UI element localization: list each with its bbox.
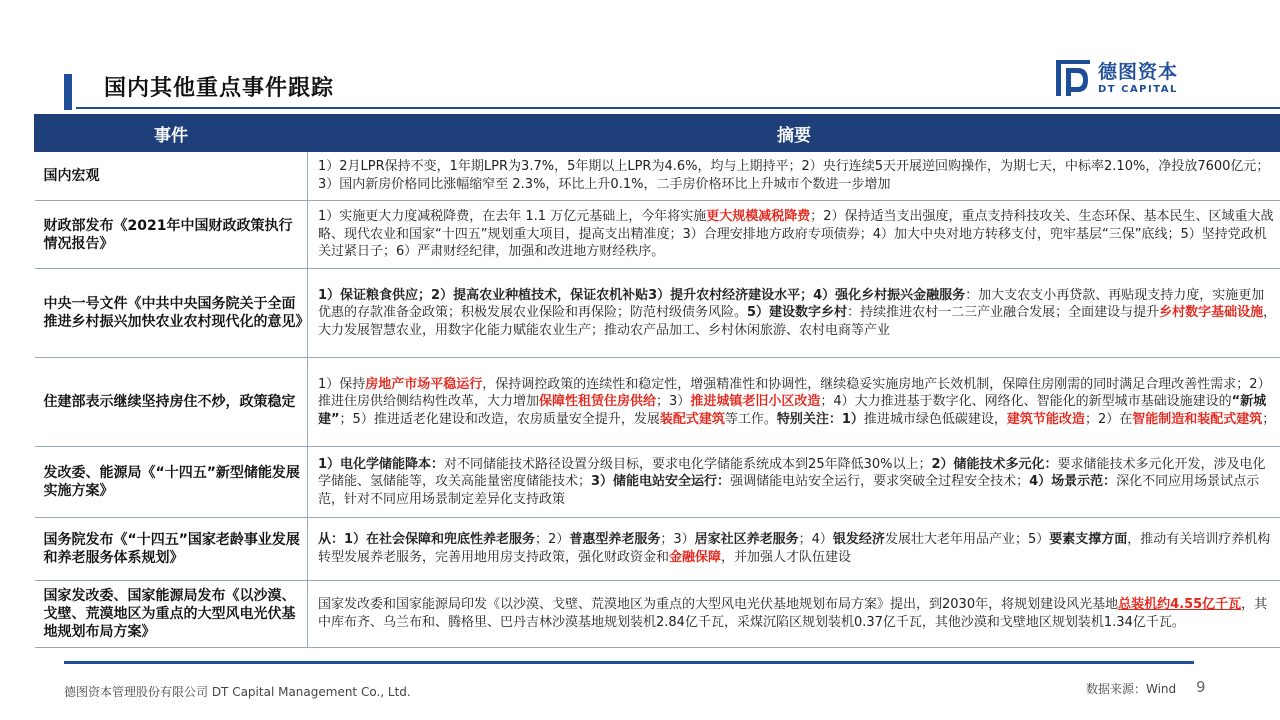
highlight-text: 保障性租赁住房供给	[539, 394, 657, 410]
bold-text: 3）储能电站安全运行：	[591, 474, 731, 490]
summary-text: 深化不同应用场景试点示范，针对不同应用场景制定差异化支持政策	[318, 474, 1260, 507]
page-title: 国内其他重点事件跟踪	[104, 76, 335, 101]
summary-text: 1）实施更大力度减税降费，在去年 1.1 万亿元基础上，今年将实施	[318, 209, 707, 225]
footer-source: 数据来源：Wind	[1086, 682, 1177, 696]
summary-text: ；4）大力推进基于数字化、网络化、智能化的新型城市基础设施建设的	[820, 394, 1232, 410]
column-header-event: 事件	[35, 115, 308, 152]
summary-cell	[308, 447, 1280, 518]
table-row	[35, 201, 1280, 269]
bold-text: 1）保证粮食供应；2）提高农业种植技术，保证农机补贴3）提升农村经济建设水平；4）强化乡村振兴金融服务	[318, 287, 966, 303]
column-header-summary: 摘要	[308, 115, 1280, 152]
summary-text: ；2）保持适当支出强度，重点支持科技攻关、生态环保、基本民生、区域重大战略、现代农业和国家“十四五”规划重大项目，提高支出精准度；3）合理安排地方政府专项债券；4）加大中央对地方转移支付，兜牢基层“三保”底线；5）坚持党政机关过紧日子；6）严肃财经纪律，加强和改进地方财经秩序。	[318, 209, 1274, 260]
page-number: 9	[1196, 678, 1206, 696]
event-cell: 发改委、能源局《“十四五”新型储能发展实施方案》	[35, 447, 308, 518]
company-logo	[1056, 60, 1280, 100]
logo-chinese-name: 德图资本	[1098, 61, 1179, 83]
bold-text: 5）建设数字乡村	[747, 305, 848, 321]
summary-text: ；	[1262, 411, 1276, 427]
summary-cell	[308, 358, 1280, 447]
summary-text: ；2）在	[1084, 411, 1133, 427]
bold-text: 普惠型养老服务	[569, 532, 661, 548]
summary-text: 对不同储能技术路径设置分级目标，要求电化学储能系统成本到25年降低30%以上；	[444, 456, 932, 472]
summary-text: ；2）	[535, 532, 570, 548]
summary-text: ；4）	[798, 532, 833, 548]
footer-company: 德图资本管理股份有限公司 DT Capital Management Co., Ltd.	[64, 685, 411, 699]
bold-text: 银发经济	[832, 532, 885, 548]
events-table	[34, 114, 1280, 648]
event-cell: 国内宏观	[35, 152, 308, 201]
summary-text: ，大力发展智慧农业，用数字化能力赋能农业生产；推动农产品加工、乡村休闲旅游、农村电商等产业	[318, 305, 1277, 338]
summary-text: ，并加强人才队伍建设	[721, 550, 852, 565]
highlight-text: 房地产市场平稳运行	[365, 376, 483, 392]
summary-text: 推进城市绿色低碳建设，	[863, 411, 1007, 427]
summary-text: 1）2月LPR保持不变，1年期LPR为3.7%，5年期以上LPR为4.6%，均与上期持平；2）央行连续5天开展逆回购操作，为期七天，中标率2.10%，净投放7600亿元；3）国内新房价格同比涨幅缩窄至 2.3%，环比上升0.1%，二手房价格环比上升城市个数进一步增加	[318, 159, 1270, 192]
summary-text: ：持续推进农村一二三产业融合发展；全面建设与提升	[847, 305, 1160, 321]
summary-cell	[308, 518, 1280, 581]
summary-text: ；3）	[656, 394, 691, 410]
highlight-text: 乡村数字基础设施	[1159, 305, 1264, 321]
bold-text: 2）储能技术多元化：	[931, 456, 1058, 472]
event-cell: 住建部表示继续坚持房住不炒，政策稳定	[35, 358, 308, 447]
logo-english-name: DT CAPITAL	[1098, 84, 1178, 95]
bold-text: 4）场景示范：	[1029, 474, 1117, 490]
summary-text: ；3）	[660, 532, 695, 548]
summary-cell	[308, 201, 1280, 269]
highlight-text: 更大规模减税降费	[706, 209, 811, 225]
summary-text: ，其中库布齐、乌兰布和、腾格里、巴丹吉林沙漠基地规划装机2.84亿千瓦，采煤沉陷区规划装机0.37亿千瓦，其他沙漠和戈壁地区规划装机1.34亿千瓦。	[318, 597, 1268, 630]
bold-text: “新城建”	[318, 394, 1267, 427]
summary-text: 1）保持	[318, 376, 366, 392]
highlight-text: 建筑节能改造	[1006, 411, 1085, 427]
summary-text: 要求储能技术多元化开发，涉及电化学储能、氢储能等，攻关高能量密度储能技术；	[318, 456, 1266, 490]
footer-divider	[64, 661, 1194, 664]
highlight-text: 推进城镇老旧小区改造	[690, 394, 821, 410]
dt-logo-icon	[1056, 60, 1090, 96]
highlight-text: 智能制造和装配式建筑	[1132, 411, 1263, 427]
highlight-text: 总装机约4.55亿千瓦	[1118, 597, 1242, 613]
table-row	[35, 358, 1280, 447]
bold-text: 要素支撑方面	[1049, 532, 1128, 548]
summary-text: 等工作。	[724, 411, 777, 427]
summary-cell	[308, 269, 1280, 358]
summary-text: 发展壮大老年用品产业；5）	[884, 532, 1050, 548]
summary-cell	[308, 581, 1280, 648]
event-cell: 国务院发布《“十四五”国家老龄事业发展和养老服务体系规划》	[35, 518, 308, 581]
table-row	[35, 518, 1280, 581]
highlight-text: 装配式建筑	[659, 411, 725, 427]
summary-cell	[308, 152, 1280, 201]
event-cell: 国家发改委、国家能源局发布《以沙漠、戈壁、荒漠地区为重点的大型风电光伏基地规划布局方案》	[35, 581, 308, 648]
summary-text: 国家发改委和国家能源局印发《以沙漠、戈壁、荒漠地区为重点的大型风电光伏基地规划布局方案》提出，到2030年，将规划建设风光基地	[318, 597, 1119, 613]
title-accent-bar	[64, 74, 72, 110]
highlight-text: 金融保障	[669, 550, 722, 565]
table-row	[35, 152, 1280, 201]
summary-text: ；5）推进适老化建设和改造，农房质量安全提升，发展	[339, 411, 660, 427]
title-underline	[76, 107, 1280, 109]
table-row	[35, 447, 1280, 518]
summary-text: ：加大支农支小再贷款、再贴现支持力度，实施更加优惠的存款准备金政策；积极发展农业保险和再保险；防范村级债务风险。	[318, 287, 1265, 321]
table-header-row	[35, 115, 1280, 152]
bold-text: 1）电化学储能降本：	[318, 456, 445, 472]
bold-text: 从：1）在社会保障和兜底性养老服务	[318, 532, 536, 548]
summary-text: 强调储能电站安全运行，要求突破全过程安全技术；	[730, 474, 1030, 490]
bold-text: 特别关注：1）	[776, 411, 864, 427]
bold-text: 居家社区养老服务	[694, 532, 799, 548]
table-row	[35, 581, 1280, 648]
summary-text: ，推动有关培训疗养机构转型发展养老服务，完善用地用房支持政策，强化财政资金和	[318, 532, 1271, 565]
summary-text: ，保持调控政策的连续性和稳定性，增强精准性和协调性，继续稳妥实施房地产长效机制，保障住房刚需的同时满足合理改善性需求；2）推进住房供给侧结构性改革，大力增加	[318, 376, 1271, 410]
table-row	[35, 269, 1280, 358]
event-cell: 中央一号文件《中共中央国务院关于全面推进乡村振兴加快农业农村现代化的意见》	[35, 269, 308, 358]
event-cell: 财政部发布《2021年中国财政政策执行情况报告》	[35, 201, 308, 269]
